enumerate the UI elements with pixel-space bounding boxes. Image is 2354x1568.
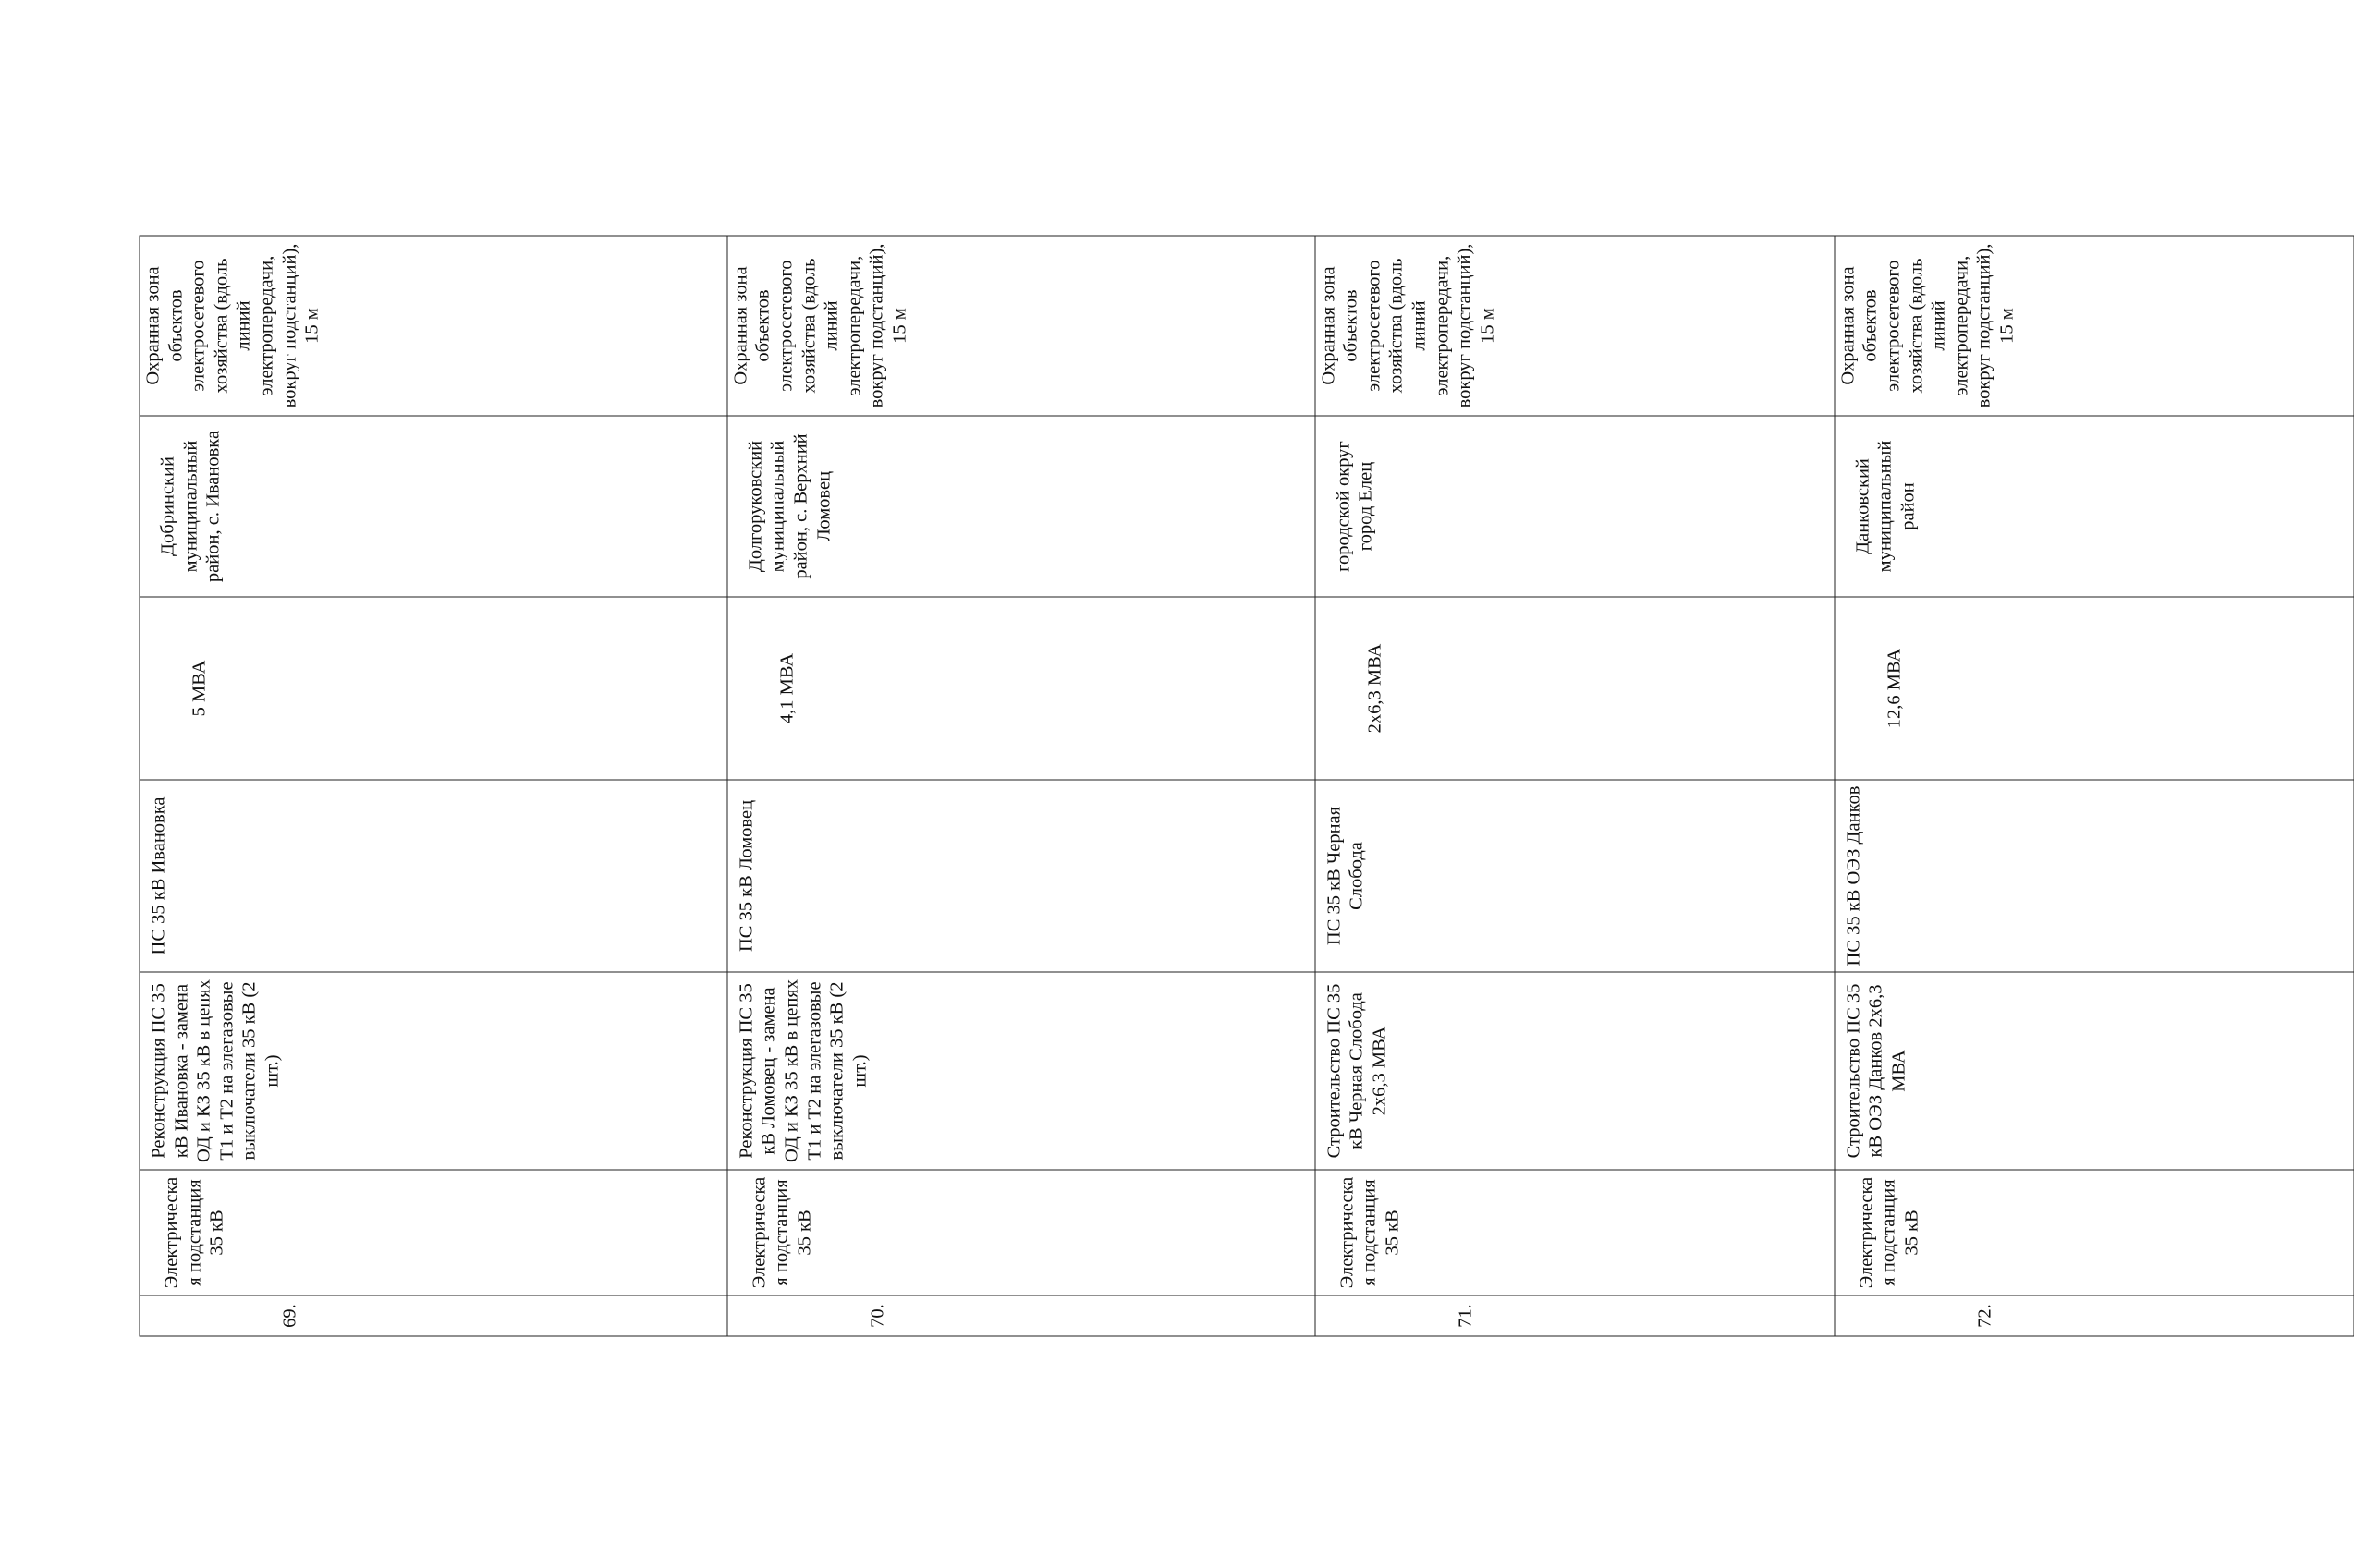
capacity-cell: 4,1 МВА xyxy=(726,597,1314,780)
action-cell: Реконструкция ПС 35 кВ Ивановка - замена ОД и КЗ 35 кВ в цепях Т1 и Т2 на элегазовые выключатели 35 кВ (2 шт.) xyxy=(140,972,727,1170)
table-row xyxy=(1314,236,1834,1336)
object-name-cell: ПС 35 кВ Ломовец xyxy=(726,780,1314,972)
object-name-cell: ПС 35 кВ ОЭЗ Данков xyxy=(1834,780,2353,972)
location-cell: городской округ город Елец xyxy=(1314,416,1834,597)
location-cell: Данковский муниципальный район xyxy=(1834,416,2353,597)
object-type-cell: Электрическая подстанция 35 кВ xyxy=(1314,1170,1834,1295)
protection-zone-cell: Охранная зона объектов электросетевого хозяйства (вдоль линий электропередачи, вокруг подстанций), 15 м xyxy=(726,236,1314,416)
capacity-cell: 12,6 МВА xyxy=(1834,597,2353,780)
capacity-cell: 2х6,3 МВА xyxy=(1314,597,1834,780)
protection-zone-cell: Охранная зона объектов электросетевого хозяйства (вдоль линий электропередачи, вокруг подстанций), 15 м xyxy=(1314,236,1834,416)
row-number: 71. xyxy=(1314,1295,1834,1336)
protection-zone-cell: Охранная зона объектов электросетевого хозяйства (вдоль линий электропередачи, вокруг подстанций), 15 м xyxy=(140,236,727,416)
action-cell: Строительство ПС 35 кВ Черная Слобода 2х6,3 МВА xyxy=(1314,972,1834,1170)
table-row xyxy=(726,236,1314,1336)
action-cell: Реконструкция ПС 35 кВ Ломовец - замена ОД и КЗ 35 кВ в цепях Т1 и Т2 на элегазовые выключатели 35 кВ (2 шт.) xyxy=(726,972,1314,1170)
object-type-cell: Электрическая подстанция 35 кВ xyxy=(1834,1170,2353,1295)
object-type-cell: Электрическая подстанция 35 кВ xyxy=(140,1170,727,1295)
action-cell: Строительство ПС 35 кВ ОЭЗ Данков 2х6,3 МВА xyxy=(1834,972,2353,1170)
table-row xyxy=(1834,236,2353,1336)
table-row xyxy=(140,236,727,1336)
protection-zone-cell: Охранная зона объектов электросетевого хозяйства (вдоль линий электропередачи, вокруг подстанций), 15 м xyxy=(1834,236,2353,416)
object-type-cell: Электрическая подстанция 35 кВ xyxy=(726,1170,1314,1295)
object-name-cell: ПС 35 кВ Черная Слобода xyxy=(1314,780,1834,972)
capacity-cell: 5 МВА xyxy=(140,597,727,780)
location-cell: Добринский муниципальный район, с. Ивановка xyxy=(140,416,727,597)
row-number: 69. xyxy=(140,1295,727,1336)
location-cell: Долгоруковский муниципальный район, с. Верхний Ломовец xyxy=(726,416,1314,597)
rotated-page-content xyxy=(139,237,2017,1337)
object-name-cell: ПС 35 кВ Ивановка xyxy=(140,780,727,972)
row-number: 72. xyxy=(1834,1295,2353,1336)
row-number: 70. xyxy=(726,1295,1314,1336)
substation-registry-table xyxy=(139,236,2354,1337)
